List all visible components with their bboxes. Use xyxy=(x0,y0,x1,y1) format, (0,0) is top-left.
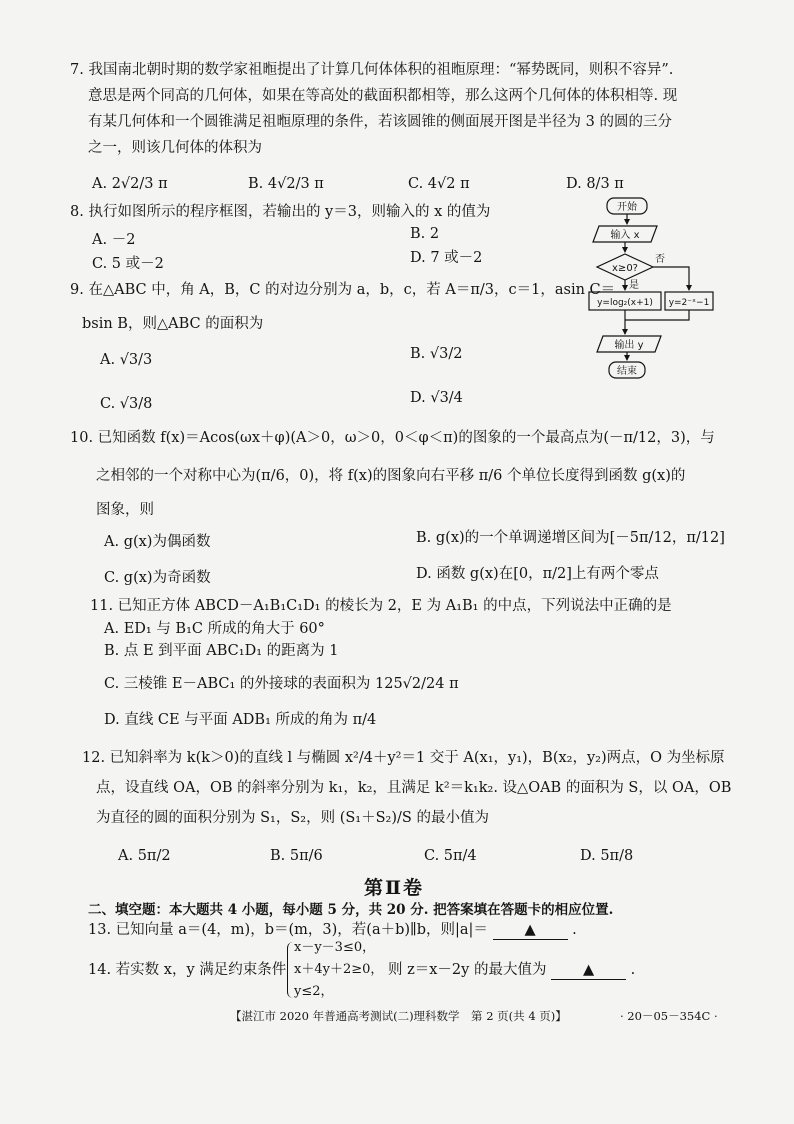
q8-option-b: B. 2 xyxy=(410,226,440,242)
q10-option-b: B. g(x)的一个单调递增区间为[－5π/12，π/12] xyxy=(416,530,725,546)
q13 xyxy=(88,922,577,940)
q13-answer-blank: ▲ xyxy=(493,922,568,940)
q11-option-d: D. 直线 CE 与平面 ADB₁ 所成的角为 π/4 xyxy=(104,712,377,728)
q9-option-b: B. √3/2 xyxy=(410,346,463,362)
q7-option-c: C. 4√2 π xyxy=(408,176,470,192)
q12-option-b: B. 5π/6 xyxy=(270,848,323,864)
q12-line1: 12. 已知斜率为 k(k＞0)的直线 l 与椭圆 x²/4＋y²＝1 交于 A(x₁，y₁)，B(x₂，y₂)两点，O 为坐标原 xyxy=(82,750,725,766)
q8-option-a: A. －2 xyxy=(92,232,136,248)
q8-stem: 8. 执行如图所示的程序框图，若输出的 y＝3，则输入的 x 的值为 xyxy=(70,204,491,220)
flowchart-no-label: 否 xyxy=(655,254,665,265)
q9-line1: 9. 在△ABC 中，角 A，B，C 的对边分别为 a，b，c，若 A＝π/3，c＝1，asin C＝ xyxy=(70,282,616,298)
q12-option-d: D. 5π/8 xyxy=(580,848,634,864)
q14-constraint-2: x＋4y＋2≥0， xyxy=(294,962,384,977)
q14-constraint-1: x－y－3≤0， xyxy=(294,940,376,955)
q7-option-b: B. 4√2/3 π xyxy=(248,176,324,192)
flowchart-condition-label: x≥0? xyxy=(612,263,638,274)
q11-stem: 11. 已知正方体 ABCD－A₁B₁C₁D₁ 的棱长为 2，E 为 A₁B₁ 的中点，下列说法中正确的是 xyxy=(90,598,672,614)
flowchart-exp-label: y=2⁻ˣ−1 xyxy=(668,298,710,308)
q13-end: . xyxy=(572,922,577,938)
q10-line3: 图象，则 xyxy=(96,502,154,518)
flowchart-input-label: 输入 x xyxy=(610,230,640,241)
q9-option-c: C. √3/8 xyxy=(100,396,153,412)
q12-option-a: A. 5π/2 xyxy=(118,848,171,864)
footer-info: 【湛江市 2020 年普通高考测试(二)理科数学 第 2 页(共 4 页)】 xyxy=(230,1009,567,1023)
q12-option-c: C. 5π/4 xyxy=(424,848,477,864)
q7-option-a: A. 2√2/3 π xyxy=(92,176,168,192)
q10-option-d: D. 函数 g(x)在[0，π/2]上有两个零点 xyxy=(416,566,659,582)
flowchart-output-label: 输出 y xyxy=(614,340,644,351)
q11-option-b: B. 点 E 到平面 ABC₁D₁ 的距离为 1 xyxy=(104,643,339,659)
q7-line4: 之一，则该几何体的体积为 xyxy=(88,140,262,156)
q14-suffix xyxy=(388,962,635,980)
q12-line3: 为直径的圆的面积分别为 S₁，S₂，则 (S₁＋S₂)/S 的最小值为 xyxy=(96,810,489,826)
q14-end: . xyxy=(630,962,636,978)
q11-option-a: A. ED₁ 与 B₁C 所成的角大于 60° xyxy=(104,621,325,637)
part-2-title: 第Ⅱ卷 xyxy=(364,877,425,899)
q8-option-c: C. 5 或－2 xyxy=(92,256,164,272)
q14-post: 则 z＝x－2y 的最大值为 xyxy=(388,962,547,978)
q8-option-d: D. 7 或－2 xyxy=(410,250,483,266)
q7-line3: 有某几何体和一个圆锥满足祖暅原理的条件，若该圆锥的侧面展开图是半径为 3 的圆的三分 xyxy=(88,114,672,130)
q14-constraint-3: y≤2， xyxy=(294,984,334,999)
q9-option-a: A. √3/3 xyxy=(100,352,153,368)
q10-option-a: A. g(x)为偶函数 xyxy=(104,534,211,550)
q7-line2: 意思是两个同高的几何体，如果在等高处的截面积都相等，那么这两个几何体的体积相等. 现 xyxy=(88,88,678,104)
flowchart-yes-label: 是 xyxy=(629,280,639,291)
q10-line2: 之相邻的一个对称中心为(π/6，0)，将 f(x)的图象向右平移 π/6 个单位长度得到函数 g(x)的 xyxy=(96,468,686,484)
q13-text: 13. 已知向量 a＝(4，m)，b＝(m，3)，若(a＋b)∥b，则|a|＝ xyxy=(88,922,488,938)
flowchart-log-label: y=log₂(x+1) xyxy=(597,298,653,308)
q9-line2: bsin B，则△ABC 的面积为 xyxy=(82,316,264,332)
q12-line2: 点，设直线 OA，OB 的斜率分别为 k₁，k₂，且满足 k²＝k₁k₂. 设△OAB 的面积为 S，以 OA，OB xyxy=(96,780,732,796)
q14-answer-blank: ▲ xyxy=(551,962,626,980)
q7-option-d: D. 8/3 π xyxy=(566,176,624,192)
q9-option-d: D. √3/4 xyxy=(410,390,463,406)
constraint-brace xyxy=(287,942,294,998)
footer-code: · 20－05－354C · xyxy=(620,1009,718,1023)
q10-line1: 10. 已知函数 f(x)＝Acos(ωx＋φ)(A＞0，ω＞0，0＜φ＜π)的图象的一个最高点为(－π/12，3)，与 xyxy=(70,430,715,446)
section-heading: 二、填空题：本大题共 4 小题，每小题 5 分，共 20 分. 把答案填在答题卡的相应位置. xyxy=(88,902,614,918)
q11-option-c: C. 三棱锥 E－ABC₁ 的外接球的表面积为 125√2/24 π xyxy=(104,676,459,692)
flowchart-end-label: 结束 xyxy=(617,366,637,377)
q7-line1: 7. 我国南北朝时期的数学家祖暅提出了计算几何体体积的祖暅原理：“幂势既同，则积不容异”. xyxy=(70,62,674,78)
q10-option-c: C. g(x)为奇函数 xyxy=(104,570,211,586)
flowchart-start-label: 开始 xyxy=(617,202,637,213)
q14-prefix: 14. 若实数 x，y 满足约束条件 xyxy=(88,962,287,978)
